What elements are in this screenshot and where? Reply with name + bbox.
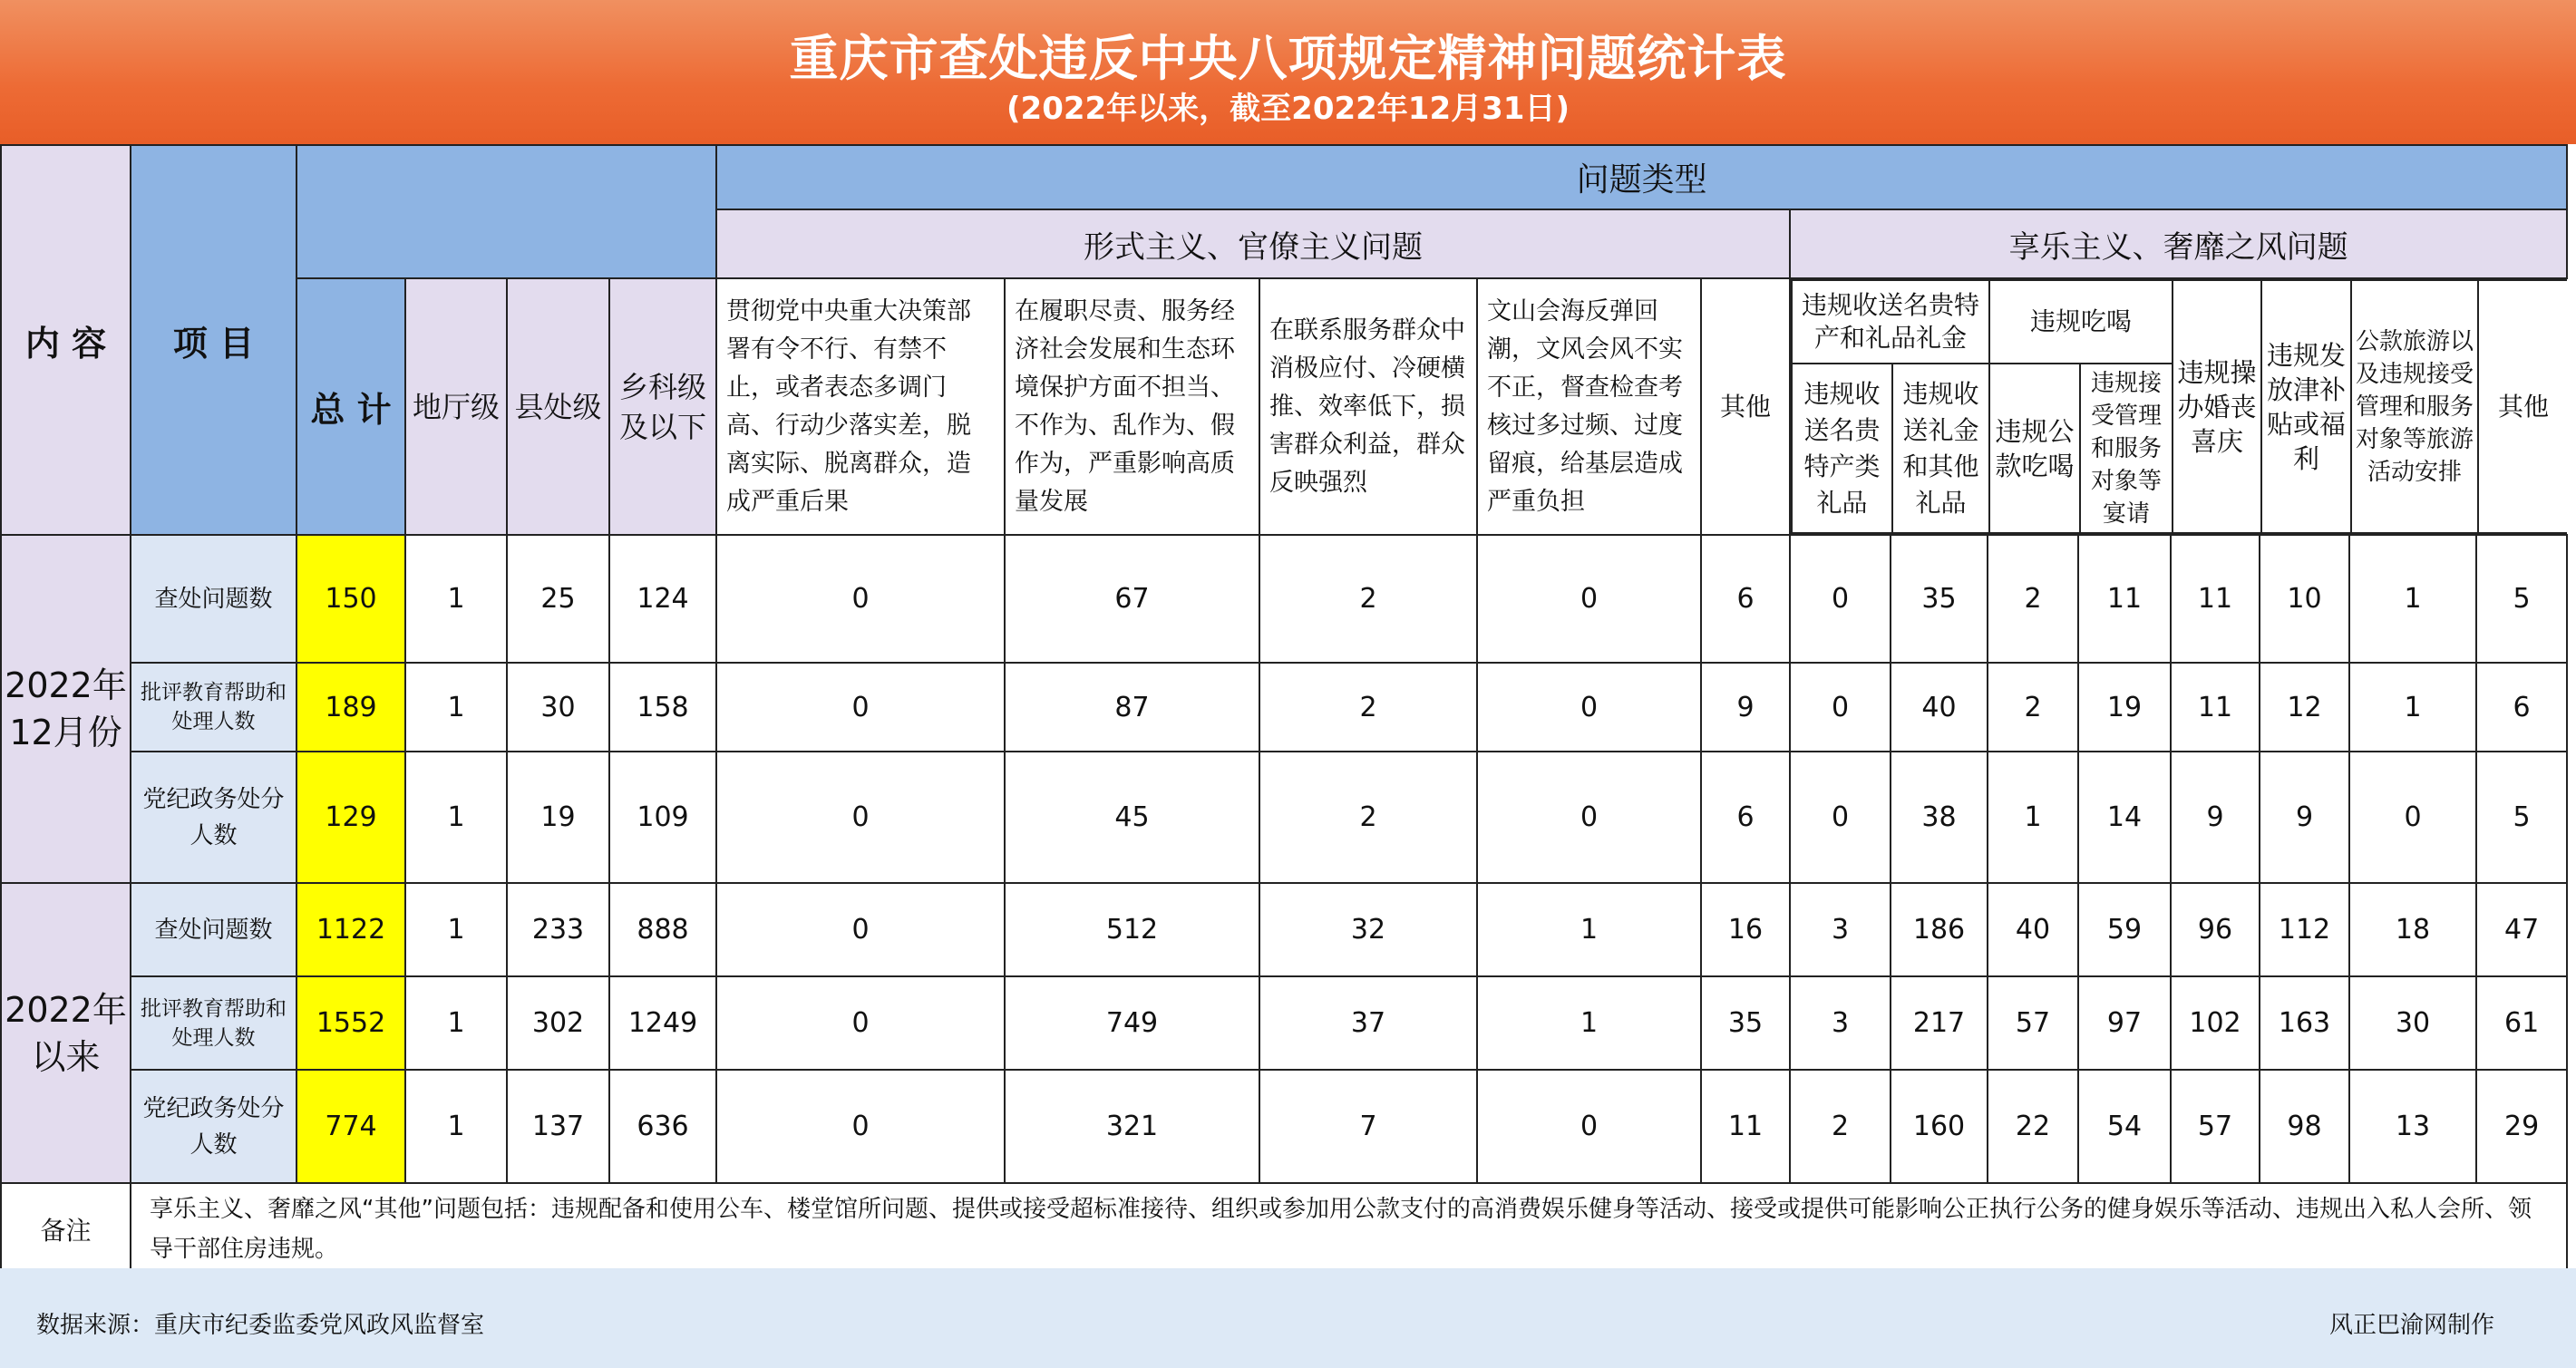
table-cell: 2: [1790, 1070, 1891, 1183]
table-cell: 6: [2476, 663, 2567, 752]
table-cell: 96: [2171, 883, 2260, 976]
table-cell: 40: [1891, 663, 1988, 752]
table-cell: 32: [1259, 883, 1477, 976]
table-cell: 22: [1988, 1070, 2078, 1183]
table-cell: 124: [609, 535, 716, 663]
header-hedonism-other: 其他: [2478, 280, 2567, 533]
header-meal-banquet: 违规接受管理和服务对象等宴请: [2080, 364, 2173, 533]
table-cell: 38: [1891, 752, 1988, 883]
table-cell: 61: [2476, 976, 2567, 1070]
table-row: [1, 535, 2567, 663]
table-cell: 5: [2476, 535, 2567, 663]
table-cell: 59: [2078, 883, 2171, 976]
table-cell: 5: [2476, 752, 2567, 883]
table-cell: 9: [1701, 663, 1790, 752]
table-cell: 0: [716, 752, 1005, 883]
header-allowance: 违规发放津补贴或福利: [2261, 280, 2351, 533]
row-label: 查处问题数: [131, 883, 296, 976]
table-cell: 109: [609, 752, 716, 883]
table-cell: 9: [2260, 752, 2349, 883]
statistics-table: [0, 144, 2568, 1276]
title-banner: [0, 0, 2576, 144]
table-cell: 57: [2171, 1070, 2260, 1183]
table-cell: 35: [1891, 535, 1988, 663]
header-meal-public-funds: 违规公款吃喝: [1989, 364, 2080, 533]
table-cell: 137: [507, 1070, 609, 1183]
table-cell: 102: [2171, 976, 2260, 1070]
table-cell: 10: [2260, 535, 2349, 663]
note-label: 备注: [1, 1183, 131, 1275]
table-cell: 0: [1790, 663, 1891, 752]
row-label: 批评教育帮助和处理人数: [131, 663, 296, 752]
table-cell: 6: [1701, 752, 1790, 883]
header-formalism-2: 在履职尽责、服务经济社会发展和生态环境保护方面不担当、不作为、乱作为、假作为，严重影响高质量发展: [1005, 278, 1259, 535]
header-total: 总 计: [296, 278, 405, 535]
table-cell: 1: [405, 663, 507, 752]
row-label: 批评教育帮助和处理人数: [131, 976, 296, 1070]
page-title: 重庆市查处违反中央八项规定精神问题统计表: [789, 30, 1787, 87]
header-formalism-other: 其他: [1701, 278, 1790, 535]
table-cell: 9: [2171, 752, 2260, 883]
table-cell: 98: [2260, 1070, 2349, 1183]
note-row: [1, 1183, 2567, 1275]
table-cell: 2: [1988, 535, 2078, 663]
table-cell: 160: [1891, 1070, 1988, 1183]
table-cell: 47: [2476, 883, 2567, 976]
header-formalism-group: 形式主义、官僚主义问题: [716, 209, 1790, 278]
maker-credit: 风正巴渝网制作: [2328, 1312, 2494, 1339]
table-cell: 6: [1701, 535, 1790, 663]
table-cell: 67: [1005, 535, 1259, 663]
table-cell: 112: [2260, 883, 2349, 976]
header-hedonism-subgrid: [1790, 278, 2567, 535]
table-cell: 14: [2078, 752, 2171, 883]
note-text: 享乐主义、奢靡之风“其他”问题包括：违规配备和使用公车、楼堂馆所问题、提供或接受超标准接待、组织或参加用公款支付的高消费娱乐健身等活动、接受或提供可能影响公正执行公务的健身娱乐等活动、违规出入私人会所、领导干部住房违规。: [131, 1183, 2567, 1275]
table-cell: 16: [1701, 883, 1790, 976]
header-county-level: 县处级: [507, 278, 609, 535]
header-problem-types: 问题类型: [716, 145, 2567, 209]
table-cell: 29: [2476, 1070, 2567, 1183]
table-cell: 0: [1790, 752, 1891, 883]
table-cell: 1: [405, 752, 507, 883]
table-cell: 40: [1988, 883, 2078, 976]
total-cell: 189: [296, 663, 405, 752]
header-formalism-1: 贯彻党中央重大决策部署有令不行、有禁不止，或者表态多调门高、行动少落实差，脱离实际、脱离群众，造成严重后果: [716, 278, 1005, 535]
table-cell: 37: [1259, 976, 1477, 1070]
table-cell: 302: [507, 976, 609, 1070]
table-cell: 1: [405, 1070, 507, 1183]
header-formalism-3: 在联系服务群众中消极应付、冷硬横推、效率低下，损害群众利益，群众反映强烈: [1259, 278, 1477, 535]
table-cell: 1249: [609, 976, 716, 1070]
table-cell: 13: [2349, 1070, 2476, 1183]
page-subtitle: (2022年以来，截至2022年12月31日): [1006, 91, 1570, 127]
table-cell: 1: [1477, 976, 1701, 1070]
table-cell: 87: [1005, 663, 1259, 752]
table-cell: 512: [1005, 883, 1259, 976]
table-cell: 0: [1477, 752, 1701, 883]
table-cell: 19: [2078, 663, 2171, 752]
group-label-ytd: 2022年以来: [1, 883, 131, 1183]
table-cell: 233: [507, 883, 609, 976]
table-row: [1, 976, 2567, 1070]
header-prefecture-level: 地厅级: [405, 278, 507, 535]
header-item: 项 目: [131, 145, 296, 535]
table-cell: 0: [1790, 535, 1891, 663]
table-cell: 217: [1891, 976, 1988, 1070]
table-cell: 19: [507, 752, 609, 883]
table-cell: 1: [405, 883, 507, 976]
table-cell: 54: [2078, 1070, 2171, 1183]
table-row: [1, 663, 2567, 752]
header-gift-group: 违规收送名贵特产和礼品礼金: [1792, 280, 1989, 364]
table-cell: 12: [2260, 663, 2349, 752]
header-hedonism-group: 享乐主义、奢靡之风问题: [1790, 209, 2567, 278]
total-cell: 774: [296, 1070, 405, 1183]
table-cell: 2: [1259, 535, 1477, 663]
table-cell: 3: [1790, 883, 1891, 976]
header-content: 内 容: [1, 145, 131, 535]
table-cell: 11: [2078, 535, 2171, 663]
table-cell: 7: [1259, 1070, 1477, 1183]
header-meal-group: 违规吃喝: [1989, 280, 2173, 364]
table-cell: 1: [1477, 883, 1701, 976]
table-row: [1, 883, 2567, 976]
table-cell: 0: [716, 535, 1005, 663]
table-cell: 11: [1701, 1070, 1790, 1183]
table-cell: 1: [1988, 752, 2078, 883]
total-cell: 1552: [296, 976, 405, 1070]
table-cell: 321: [1005, 1070, 1259, 1183]
table-cell: 186: [1891, 883, 1988, 976]
table-cell: 25: [507, 535, 609, 663]
total-cell: 129: [296, 752, 405, 883]
footer-bar: [0, 1268, 2576, 1368]
table-cell: 163: [2260, 976, 2349, 1070]
table-cell: 30: [507, 663, 609, 752]
table-row: [1, 1070, 2567, 1183]
total-cell: 1122: [296, 883, 405, 976]
header-blank: [296, 145, 716, 278]
table-cell: 1: [2349, 535, 2476, 663]
table-cell: 158: [609, 663, 716, 752]
table-cell: 2: [1988, 663, 2078, 752]
table-cell: 888: [609, 883, 716, 976]
table-cell: 2: [1259, 663, 1477, 752]
table-cell: 0: [716, 976, 1005, 1070]
header-formalism-4: 文山会海反弹回潮，文风会风不实不正，督查检查考核过多过频、过度留痕，给基层造成严重负担: [1477, 278, 1701, 535]
table-cell: 0: [1477, 535, 1701, 663]
table-cell: 57: [1988, 976, 2078, 1070]
table-cell: 1: [405, 535, 507, 663]
row-label: 查处问题数: [131, 535, 296, 663]
data-source: 数据来源：重庆市纪委监委党风政风监督室: [36, 1312, 485, 1339]
header-gift-money: 违规收送礼金和其他礼品: [1892, 364, 1989, 533]
table-cell: 749: [1005, 976, 1259, 1070]
table-row: [1, 752, 2567, 883]
table-cell: 11: [2171, 663, 2260, 752]
table-cell: 0: [1477, 1070, 1701, 1183]
table-cell: 11: [2171, 535, 2260, 663]
table-cell: 1: [2349, 663, 2476, 752]
table-cell: 636: [609, 1070, 716, 1183]
table-cell: 18: [2349, 883, 2476, 976]
table-cell: 0: [1477, 663, 1701, 752]
table-cell: 0: [716, 1070, 1005, 1183]
row-label: 党纪政务处分人数: [131, 752, 296, 883]
table-cell: 30: [2349, 976, 2476, 1070]
header-travel: 公款旅游以及违规接受管理和服务对象等旅游活动安排: [2351, 280, 2478, 533]
table-cell: 35: [1701, 976, 1790, 1070]
row-label: 党纪政务处分人数: [131, 1070, 296, 1183]
table-cell: 2: [1259, 752, 1477, 883]
table-cell: 3: [1790, 976, 1891, 1070]
header-gift-local-products: 违规收送名贵特产类礼品: [1792, 364, 1892, 533]
table-cell: 0: [716, 663, 1005, 752]
table-cell: 0: [716, 883, 1005, 976]
header-wedding: 违规操办婚丧喜庆: [2173, 280, 2261, 533]
total-cell: 150: [296, 535, 405, 663]
table-cell: 0: [2349, 752, 2476, 883]
table-cell: 97: [2078, 976, 2171, 1070]
table-cell: 45: [1005, 752, 1259, 883]
table-cell: 1: [405, 976, 507, 1070]
group-label-december: 2022年12月份: [1, 535, 131, 883]
header-township-level: 乡科级及以下: [609, 278, 716, 535]
